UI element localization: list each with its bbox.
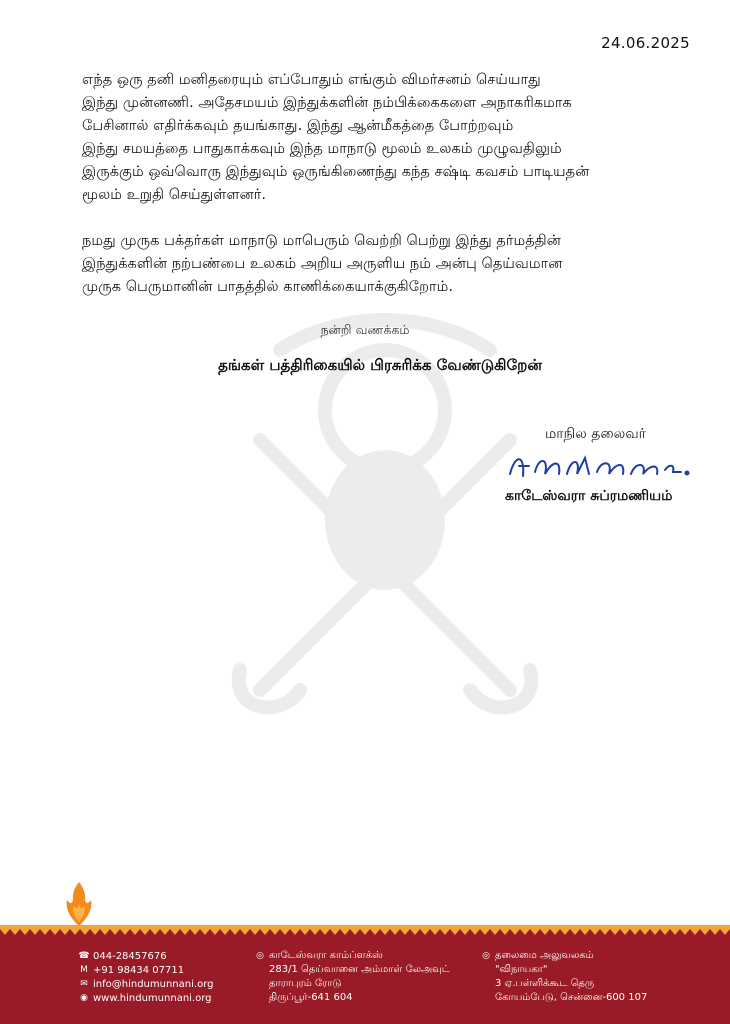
web-icon: ◉: [80, 993, 88, 1003]
letter-date: 24.06.2025: [601, 34, 690, 52]
paragraph-line: இந்து சமயத்தை பாதுகாக்கவும் இந்த மாநாடு மூலம் உலகம் முழுவதிலும்: [82, 140, 562, 157]
paragraph-line: இந்துக்களின் நற்பண்பை உலகம் அறிய அருளிய நம் அன்பு தெய்வமான: [82, 255, 563, 272]
flame-logo: [62, 882, 96, 926]
paragraph-line: இந்து முன்னணி. அதேசமயம் இந்துக்களின் நம்பிக்கைகளை அநாகரிகமாக: [82, 94, 572, 111]
footer: [0, 937, 730, 1024]
footer-mobile: +91 98434 07711: [93, 964, 185, 976]
paragraph-line: நமது முருக பக்தர்கள் மாநாடு மாபெரும் வெற்றி பெற்று இந்து தர்மத்தின்: [82, 232, 561, 249]
footer-address-tiruppur: [254, 949, 450, 1005]
paragraph-2: [82, 229, 692, 298]
footer-address-chennai: [480, 949, 647, 1005]
paragraph-line: மூலம் உறுதி செய்துள்ளனர்.: [82, 186, 267, 203]
phone-icon: ☎: [78, 951, 90, 961]
paragraph-line: இருக்கும் ஒவ்வொரு இந்துவும் ஒருங்கிணைந்து கந்த சஷ்டி கவசம் பாடியதன்: [82, 163, 590, 180]
location-pin-icon: ◎: [256, 951, 264, 961]
address-line: கோயம்பேடு, சென்னை-600 107: [495, 992, 648, 1003]
handwritten-signature: [505, 446, 695, 486]
email-icon: ✉: [80, 979, 88, 989]
address-title: தலைமை அலுவலகம்: [495, 950, 594, 961]
address-line: தாராபுரம் ரோடு: [269, 978, 342, 989]
address-line: 283/1 தெய்வானை அம்மாள் லேஅவுட்: [269, 964, 450, 975]
signatory-title: மாநில தலைவர்: [545, 426, 646, 442]
paragraph-line: எந்த ஒரு தனி மனிதரையும் எப்போதும் எங்கும் விமர்சனம் செய்யாது: [82, 71, 541, 88]
paragraph-1: [82, 68, 692, 206]
footer-phone: 044-28457676: [93, 950, 167, 962]
thanks-line: நன்றி வணக்கம்: [320, 322, 410, 337]
address-line: திருப்பூர்-641 604: [269, 992, 353, 1003]
address-line: "விநாயகா": [495, 964, 548, 975]
address-line: 3 ஏ.பள்ளிக்கூட தெரு: [495, 978, 595, 989]
publish-request: தங்கள் பத்திரிகையில் பிரசுரிக்க வேண்டுகிறேன்: [218, 356, 542, 374]
footer-website[interactable]: www.hindumunnani.org: [93, 992, 212, 1004]
signatory-name: காடேஸ்வரா சுப்ரமணியம்: [505, 488, 673, 504]
footer-contact-column: [78, 949, 213, 1005]
mobile-icon: M: [80, 965, 88, 975]
address-title: காடேஸ்வரா காம்ப்ளக்ஸ்: [269, 950, 383, 961]
paragraph-line: பேசினால் எதிர்க்கவும் தயங்காது. இந்து ஆன்மீகத்தை போற்றவும்: [82, 117, 514, 134]
location-pin-icon: ◎: [482, 951, 490, 961]
paragraph-line: முருக பெருமானின் பாதத்தில் காணிக்கையாக்குகிறோம்.: [82, 278, 454, 295]
footer-zigzag-border: [0, 929, 730, 937]
footer-email[interactable]: info@hindumunnani.org: [93, 978, 214, 990]
